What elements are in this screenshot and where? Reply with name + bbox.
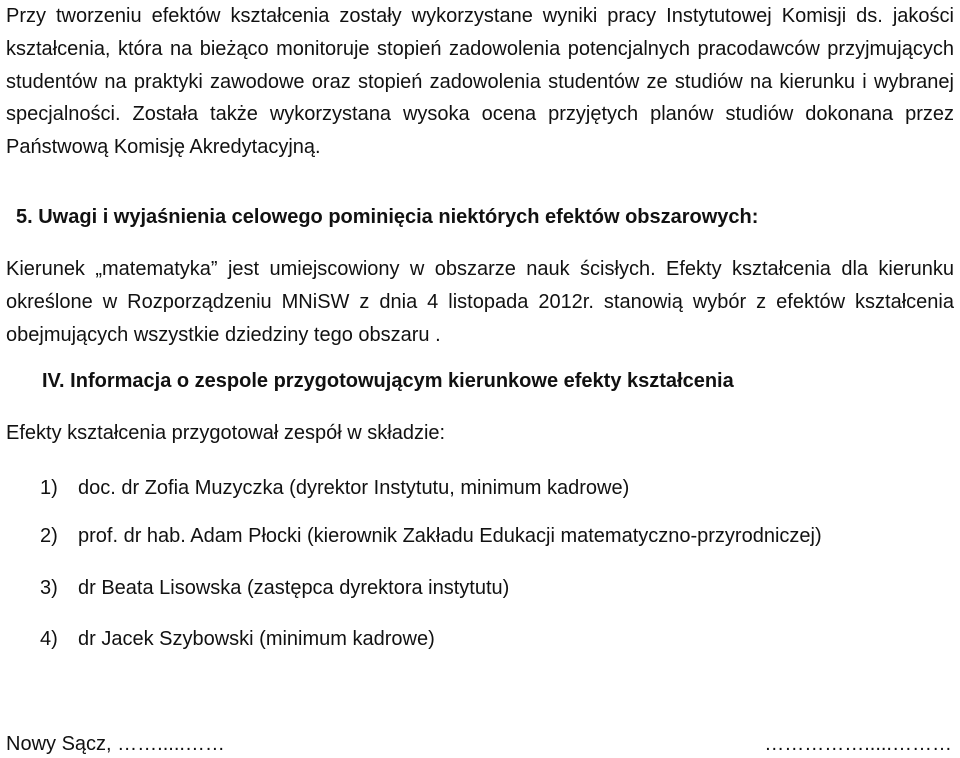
team-member-item: [40, 524, 822, 548]
section-5-body: Kierunek „matematyka” jest umiejscowiony w obszarze nauk ścisłych. Efekty kształcenia dla kierunku określone w Rozporządzeniu MNiSW z dnia 4 listopada 2012r. stanowią wybór z efektów kształcenia obejmujących wszystkie dziedziny tego obszaru .: [6, 258, 954, 346]
section-IV-heading: IV. Informacja o zespole przygotowującym kierunkowe efekty kształcenia: [42, 370, 734, 392]
signature-place: Nowy Sącz, …….....……: [6, 733, 225, 755]
list-number: 4): [40, 628, 58, 650]
team-member-item: [40, 627, 435, 651]
list-number: 3): [40, 577, 58, 599]
team-member-item: [40, 476, 629, 500]
team-member-text: prof. dr hab. Adam Płocki (kierownik Zakładu Edukacji matematyczno-przyrodniczej): [78, 525, 822, 547]
list-number: 1): [40, 477, 58, 499]
team-intro: Efekty kształcenia przygotował zespół w składzie:: [6, 422, 446, 444]
team-member-text: doc. dr Zofia Muzyczka (dyrektor Instytutu, minimum kadrowe): [78, 477, 630, 499]
team-member-item: [40, 576, 509, 600]
section-5-heading: 5. Uwagi i wyjaśnienia celowego pominięcia niektórych efektów obszarowych:: [16, 206, 759, 228]
team-member-text: dr Jacek Szybowski (minimum kadrowe): [78, 628, 435, 650]
list-number: 2): [40, 525, 58, 547]
paragraph-evaluation: Przy tworzeniu efektów kształcenia zostały wykorzystane wyniki pracy Instytutowej Komisji ds. jakości kształcenia, która na bieżąco monitoruje stopień zadowolenia potencjalnych pracodawców przyjmujących studentów na praktyki zawodowe oraz stopień zadowolenia studentów ze studiów na kierunku i wybranej specjalności. Została także wykorzystana wysoka ocena przyjętych planów studiów dokonana przez Państwową Komisję Akredytacyjną.: [6, 5, 954, 159]
team-member-text: dr Beata Lisowska (zastępca dyrektora instytutu): [78, 577, 510, 599]
signature-date-line: …………….....………: [764, 733, 952, 755]
